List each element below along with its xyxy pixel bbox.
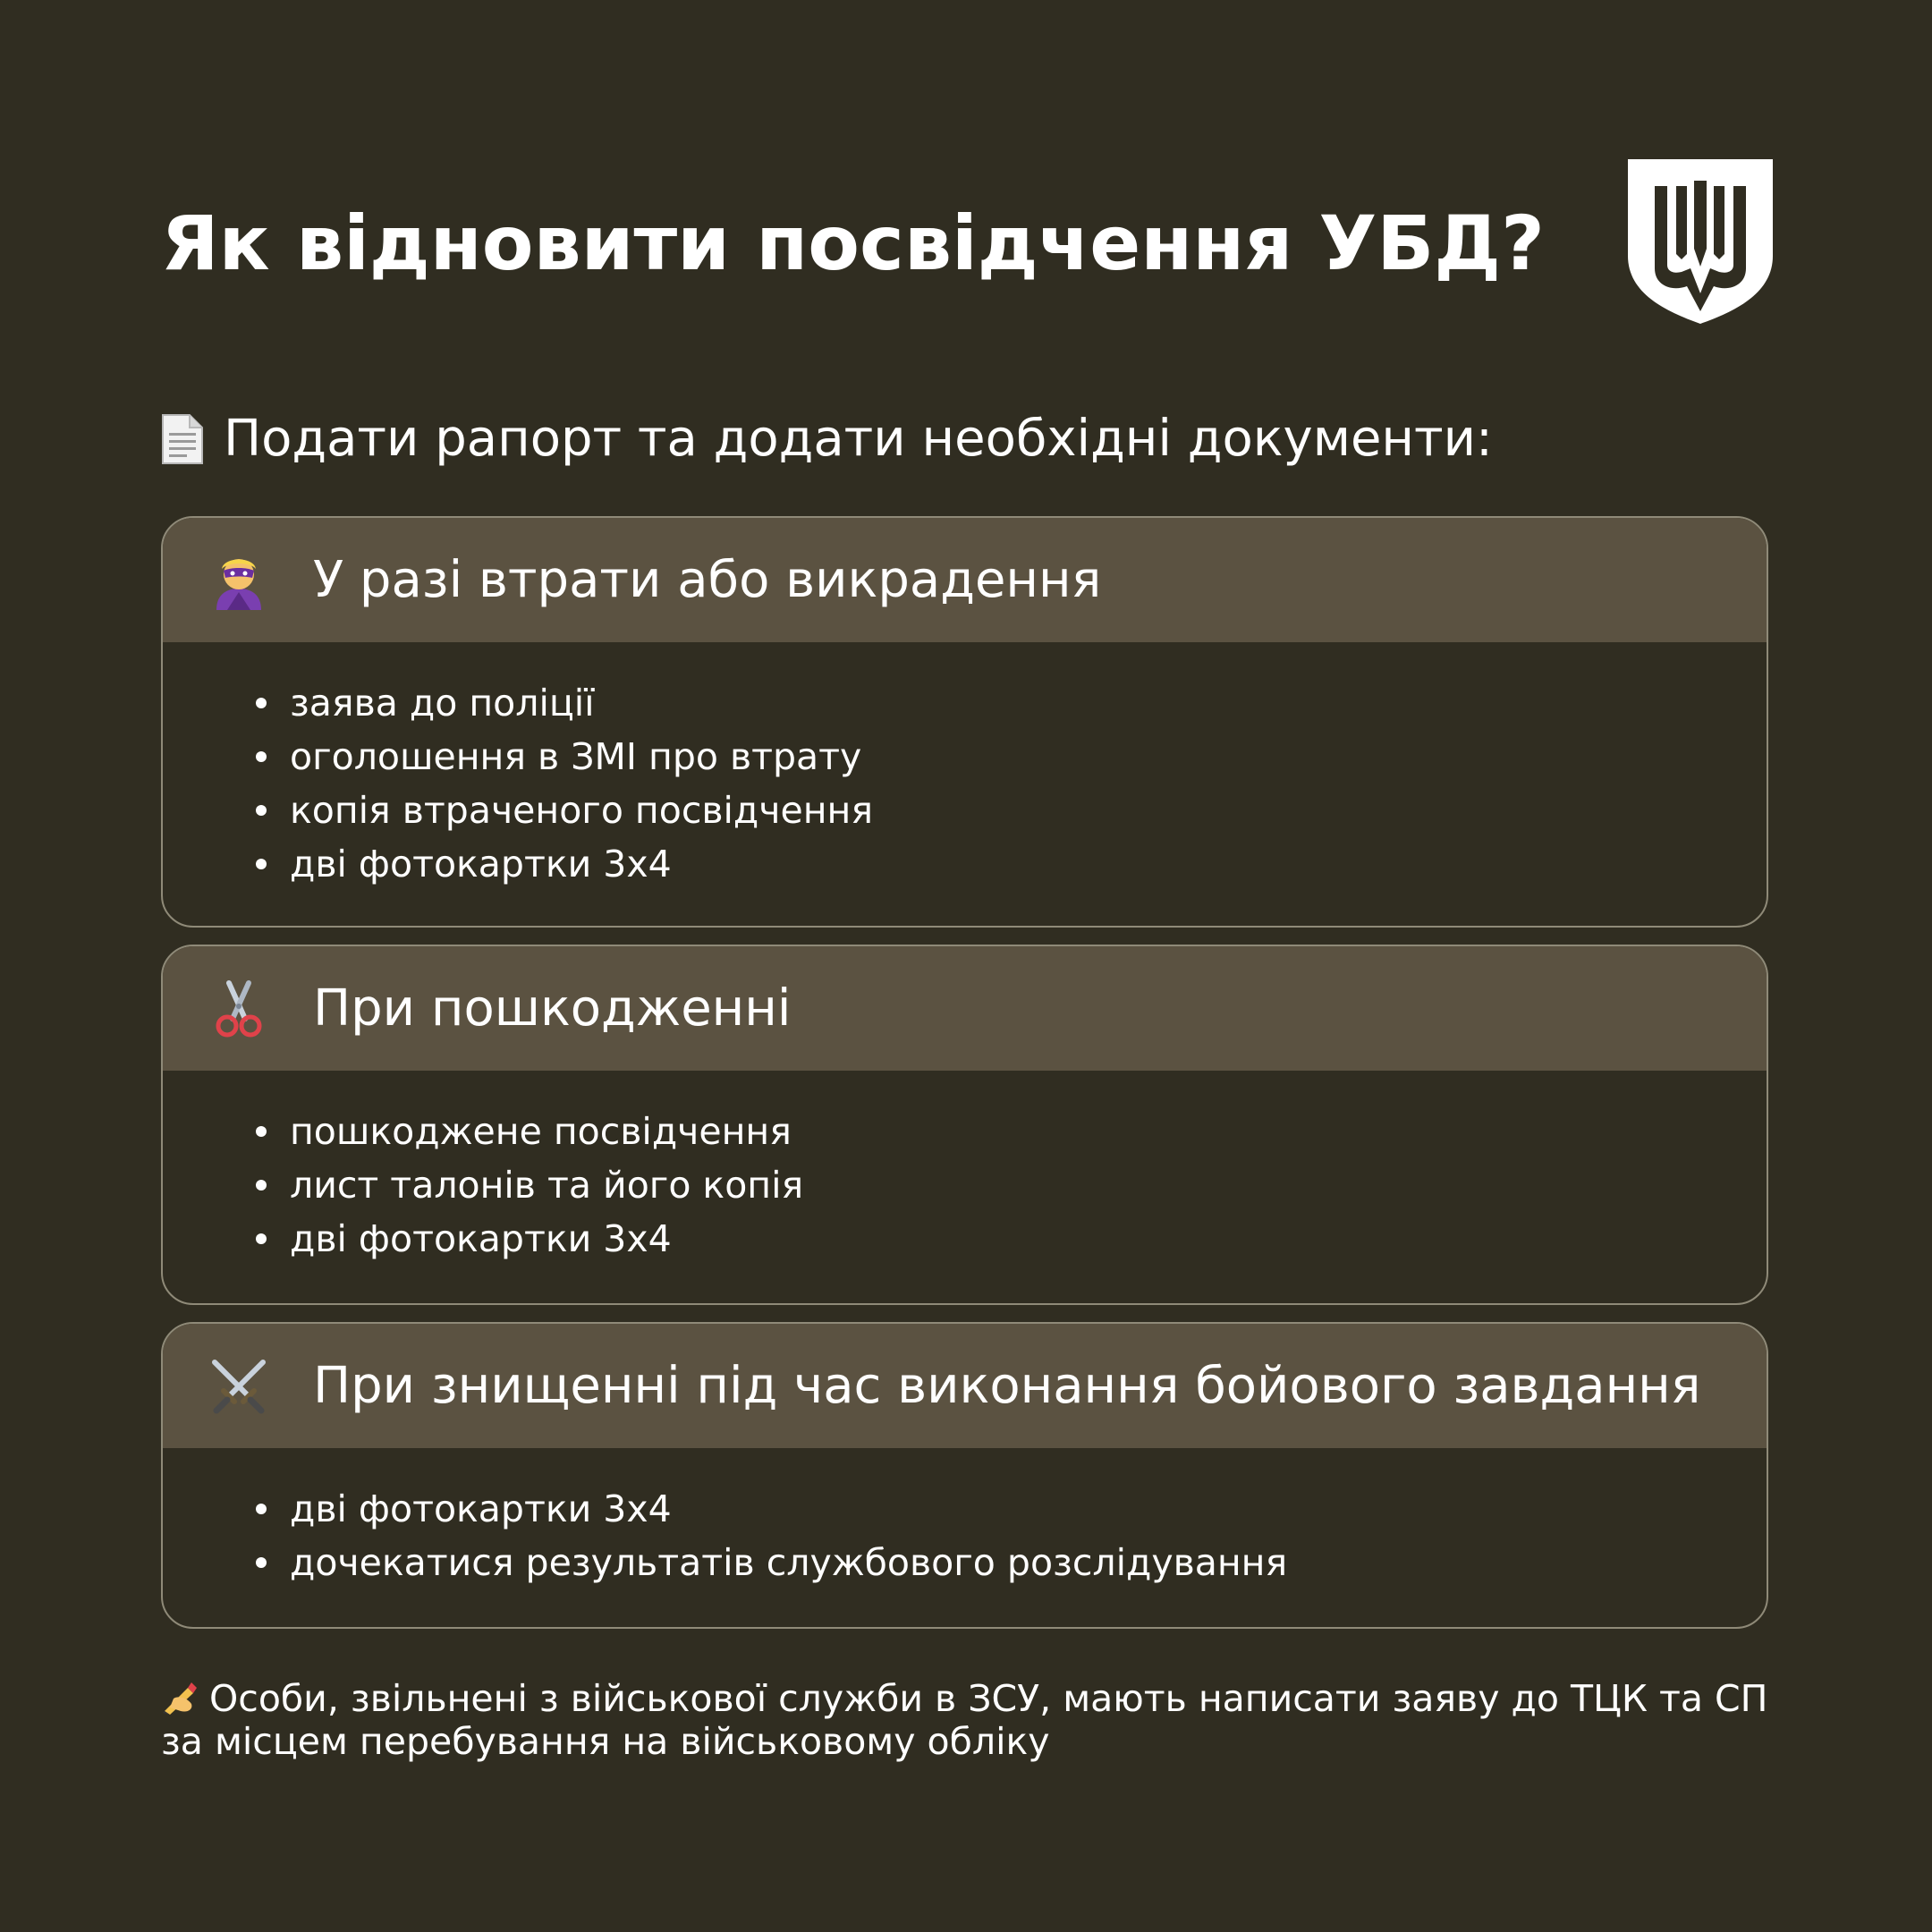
bullet	[256, 1557, 267, 1568]
list-item-text: дві фотокартки 3х4	[290, 1217, 672, 1260]
bullet	[256, 698, 267, 708]
list-item-text: дві фотокартки 3х4	[290, 1487, 672, 1530]
list-item	[252, 730, 1767, 784]
bullet	[256, 751, 267, 762]
bullet	[256, 805, 267, 816]
list-item	[252, 1105, 1767, 1158]
list-item-text: копія втраченого посвідчення	[290, 789, 873, 832]
bullet	[256, 1233, 267, 1244]
trident-shield-icon	[1628, 159, 1773, 324]
card-title: При знищенні під час виконання бойового завдання	[313, 1356, 1701, 1415]
list-item	[252, 784, 1767, 837]
damage-card	[161, 945, 1768, 1305]
list-item	[252, 1482, 1767, 1536]
bullet	[256, 1180, 267, 1191]
bullet	[256, 1504, 267, 1514]
card-list	[163, 1071, 1767, 1266]
bullet	[256, 859, 267, 869]
list-item	[252, 837, 1767, 891]
list-item	[252, 1158, 1767, 1212]
masked-person-icon	[209, 551, 268, 610]
page-title: Як відновити посвідчення УБД?	[161, 199, 1545, 287]
list-item-text: пошкоджене посвідчення	[290, 1110, 792, 1153]
bullet	[256, 1126, 267, 1137]
card-header	[163, 518, 1767, 642]
card-list	[163, 642, 1767, 891]
intro-text: Подати рапорт та додати необхідні документи:	[224, 410, 1493, 468]
intro-line	[161, 407, 1493, 471]
footnote-text: Особи, звільнені з військової служби в ЗСУ, мають написати заяву до ТЦК та СП за місцем перебування на військовому обліку	[161, 1677, 1768, 1763]
card-header	[163, 1324, 1767, 1448]
footnote	[161, 1677, 1771, 1763]
document-icon	[161, 413, 204, 465]
list-item	[252, 1536, 1767, 1589]
list-item	[252, 1212, 1767, 1266]
list-item-text: дочекатися результатів службового розслідування	[290, 1541, 1288, 1584]
list-item	[252, 676, 1767, 730]
card-title: У разі втрати або викрадення	[313, 550, 1102, 609]
combat-destruction-card	[161, 1322, 1768, 1629]
list-item-text: дві фотокартки 3х4	[290, 843, 672, 886]
loss-theft-card	[161, 516, 1768, 928]
list-item-text: оголошення в ЗМІ про втрату	[290, 735, 862, 778]
list-item-text: лист талонів та його копія	[290, 1164, 804, 1207]
card-list	[163, 1448, 1767, 1589]
list-item-text: заява до поліції	[290, 682, 595, 724]
scissors-icon	[209, 979, 268, 1038]
writing-hand-icon	[161, 1679, 200, 1715]
card-header	[163, 946, 1767, 1071]
crossed-swords-icon	[209, 1357, 268, 1416]
card-title: При пошкодженні	[313, 979, 792, 1038]
